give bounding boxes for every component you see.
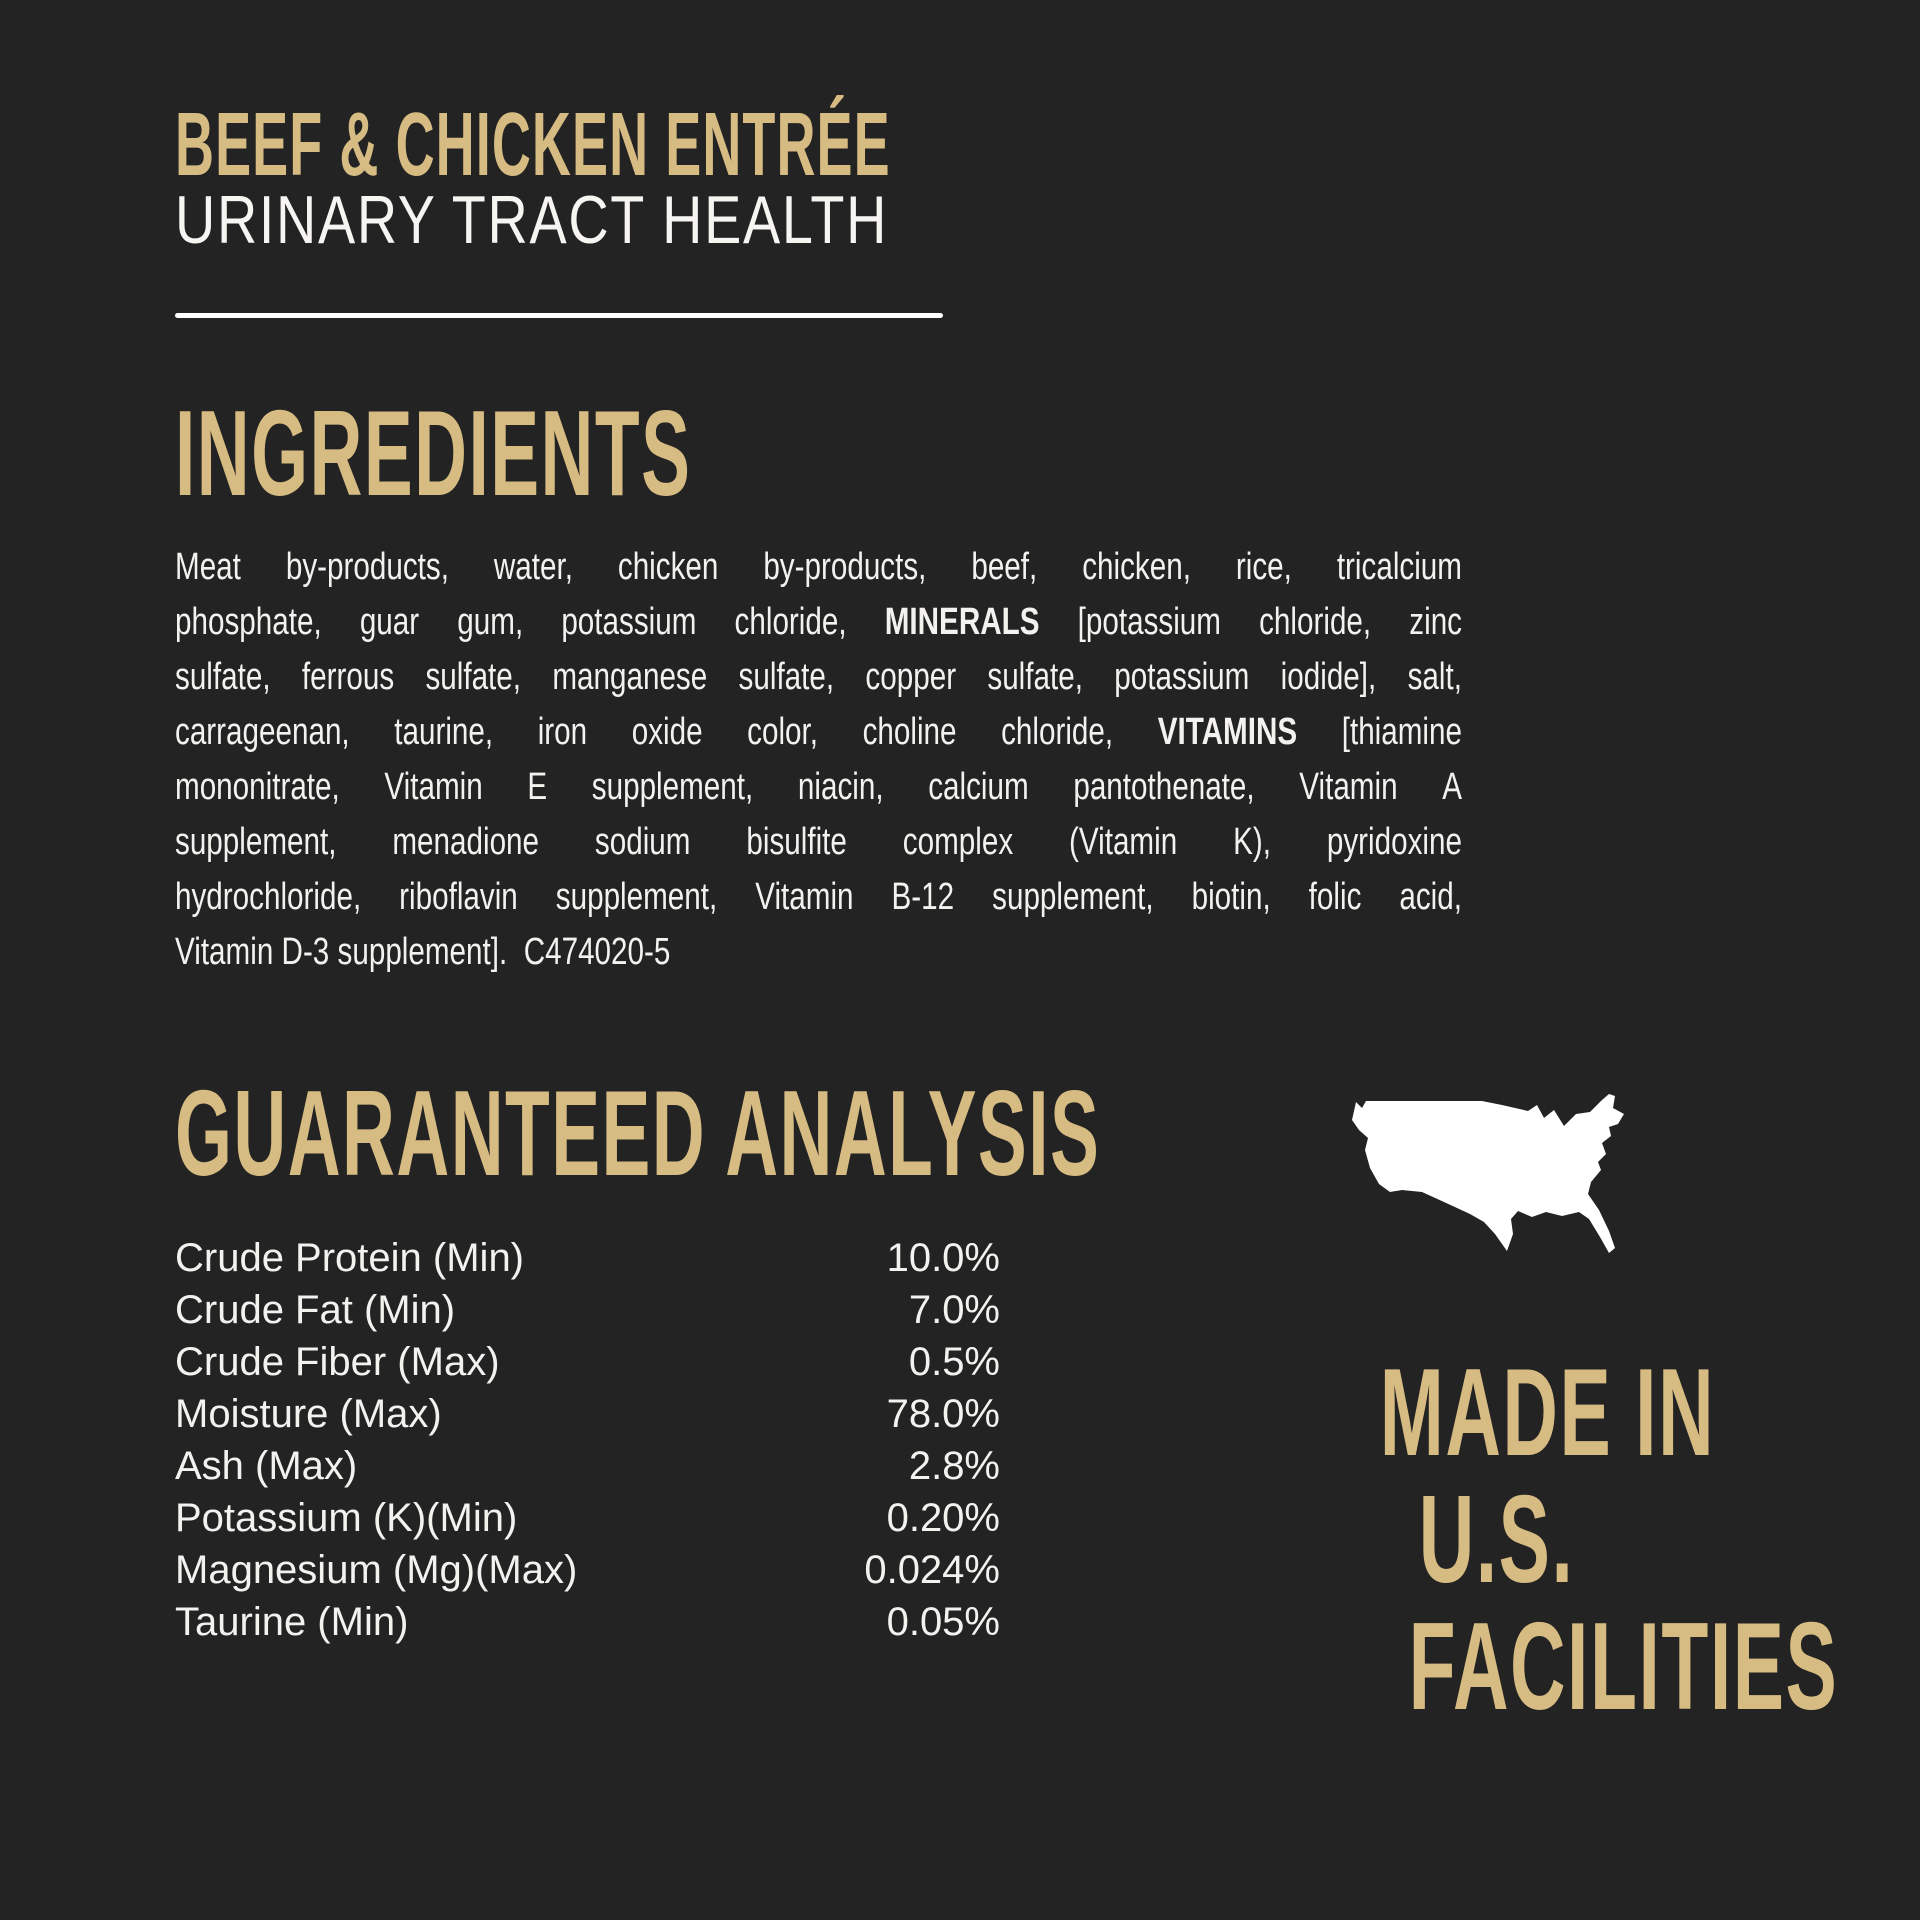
divider-rule	[175, 313, 943, 318]
ingredients-line	[175, 705, 1462, 760]
ingredient-word: E	[527, 766, 548, 808]
ingredient-word: by-products,	[763, 546, 927, 588]
ingredients-line	[175, 760, 1462, 815]
analysis-row-value: 10.0%	[886, 1236, 1000, 1280]
analysis-row-label: Moisture (Max)	[175, 1392, 442, 1436]
ingredient-word: supplement,	[555, 876, 718, 918]
ingredient-word: sulfate,	[175, 656, 271, 698]
ingredient-word: B-12	[891, 876, 955, 918]
ingredient-word: color,	[747, 711, 819, 753]
analysis-row-label: Ash (Max)	[175, 1444, 358, 1488]
ingredient-word: supplement,	[175, 821, 337, 863]
ingredient-word: taurine,	[394, 711, 494, 753]
analysis-row-label: Crude Protein (Min)	[175, 1236, 525, 1280]
ingredient-word: supplement,	[591, 766, 754, 808]
ingredients-line	[175, 815, 1462, 870]
made-in-text	[1277, 1344, 1839, 1736]
ingredient-word: pyridoxine	[1326, 821, 1462, 863]
ingredient-word: Meat	[175, 546, 241, 588]
ingredient-word: ferrous	[301, 656, 395, 698]
analysis-row-value: 7.0%	[908, 1288, 1000, 1332]
ingredient-word: calcium	[928, 766, 1029, 808]
ingredient-word: manganese	[552, 656, 708, 698]
ingredient-word: sulfate,	[987, 656, 1083, 698]
ingredient-word: chloride,	[1259, 601, 1372, 643]
usa-map-icon	[1332, 1088, 1662, 1293]
made-in-line-1: MADE IN	[1379, 1344, 1716, 1482]
product-name-text: BEEF & CHICKEN ENTRÉE	[175, 95, 891, 195]
ingredient-word: chloride,	[734, 601, 847, 643]
guaranteed-analysis-table	[175, 1232, 1000, 1648]
ingredient-word: (Vitamin	[1069, 821, 1178, 863]
ingredient-word: choline	[862, 711, 957, 753]
product-variant	[175, 182, 1045, 258]
ingredient-word: potassium	[1114, 656, 1250, 698]
analysis-row-value: 0.20%	[886, 1496, 1000, 1540]
ingredient-word: [thiamine	[1341, 711, 1462, 753]
ingredient-word: oxide	[631, 711, 703, 753]
ingredient-word: chicken	[617, 546, 719, 588]
ingredient-word: niacin,	[797, 766, 884, 808]
ingredient-word: MINERALS	[884, 601, 1040, 643]
ingredient-word: sulfate,	[738, 656, 835, 698]
ingredient-word: copper	[865, 656, 957, 698]
analysis-row-label: Crude Fat (Min)	[175, 1288, 456, 1332]
ingredients-heading	[175, 385, 1036, 521]
ingredient-word: VITAMINS	[1157, 711, 1298, 753]
ingredient-word: rice,	[1235, 546, 1292, 588]
ingredient-word: phosphate,	[175, 601, 322, 643]
ingredient-word: A	[1442, 766, 1462, 808]
analysis-row	[175, 1596, 1000, 1648]
ingredient-word: salt,	[1407, 656, 1462, 698]
ingredients-line	[175, 870, 1462, 925]
ingredient-word: beef,	[971, 546, 1038, 588]
analysis-row-label: Crude Fiber (Max)	[175, 1340, 500, 1384]
product-name	[175, 95, 1368, 195]
ingredient-word: by-products,	[285, 546, 449, 588]
made-in-us-block	[1277, 1088, 1839, 1736]
ingredient-word: carrageenan,	[175, 711, 350, 753]
analysis-row-label: Taurine (Min)	[175, 1600, 409, 1644]
ingredients-line	[175, 595, 1462, 650]
ingredient-word: iodide],	[1280, 656, 1377, 698]
analysis-row	[175, 1336, 1000, 1388]
ingredient-word: folic	[1308, 876, 1362, 918]
product-variant-text: URINARY TRACT HEALTH	[175, 182, 889, 258]
ingredients-lines	[175, 540, 1462, 925]
ingredient-word: hydrochloride,	[175, 876, 362, 918]
ingredient-word: Vitamin	[384, 766, 483, 808]
ingredient-word: riboflavin	[399, 876, 518, 918]
ingredients-line	[175, 650, 1462, 705]
ingredient-word: menadione	[392, 821, 540, 863]
analysis-row	[175, 1492, 1000, 1544]
ingredient-word: sulfate,	[425, 656, 522, 698]
made-in-line-2: U.S.	[1419, 1471, 1575, 1609]
ingredient-word: Vitamin	[1299, 766, 1398, 808]
ingredient-word: gum,	[457, 601, 524, 643]
ingredient-word: acid,	[1399, 876, 1462, 918]
analysis-row	[175, 1544, 1000, 1596]
ingredients-paragraph	[175, 540, 1462, 980]
ingredient-word: guar	[359, 601, 420, 643]
analysis-row-label: Magnesium (Mg)(Max)	[175, 1548, 578, 1592]
made-in-line-3: FACILITIES	[1408, 1598, 1839, 1736]
ingredient-word: tricalcium	[1336, 546, 1462, 588]
ingredient-word: Vitamin	[755, 876, 854, 918]
ingredient-word: zinc	[1409, 601, 1462, 643]
ingredient-word: potassium	[561, 601, 697, 643]
ingredient-word: chicken,	[1082, 546, 1191, 588]
ingredient-word: mononitrate,	[175, 766, 340, 808]
analysis-row-value: 0.5%	[908, 1340, 1000, 1384]
ingredient-word: chloride,	[1001, 711, 1114, 753]
ingredient-word: bisulfite	[746, 821, 847, 863]
analysis-row	[175, 1232, 1000, 1284]
analysis-row-label: Potassium (K)(Min)	[175, 1496, 518, 1540]
analysis-row-value: 0.024%	[864, 1548, 1000, 1592]
ingredient-word: water,	[493, 546, 573, 588]
ingredient-word: sodium	[594, 821, 691, 863]
ingredient-word: supplement,	[992, 876, 1154, 918]
analysis-row-value: 0.05%	[886, 1600, 1000, 1644]
ingredient-word: pantothenate,	[1073, 766, 1255, 808]
analysis-row-value: 2.8%	[908, 1444, 1000, 1488]
analysis-row	[175, 1284, 1000, 1336]
ingredient-word: [potassium	[1077, 601, 1221, 643]
analysis-row	[175, 1440, 1000, 1492]
ingredient-word: K),	[1233, 821, 1271, 863]
ingredients-line	[175, 540, 1462, 595]
ingredient-word: complex	[902, 821, 1014, 863]
ingredients-heading-text: INGREDIENTS	[175, 385, 692, 521]
analysis-row-value: 78.0%	[886, 1392, 1000, 1436]
ingredient-word: biotin,	[1191, 876, 1271, 918]
analysis-row	[175, 1388, 1000, 1440]
ingredients-last-line: Vitamin D-3 supplement]. C474020-5	[175, 931, 671, 973]
ingredient-word: iron	[537, 711, 588, 753]
guaranteed-analysis-heading-text: GUARANTEED ANALYSIS	[175, 1065, 1101, 1201]
